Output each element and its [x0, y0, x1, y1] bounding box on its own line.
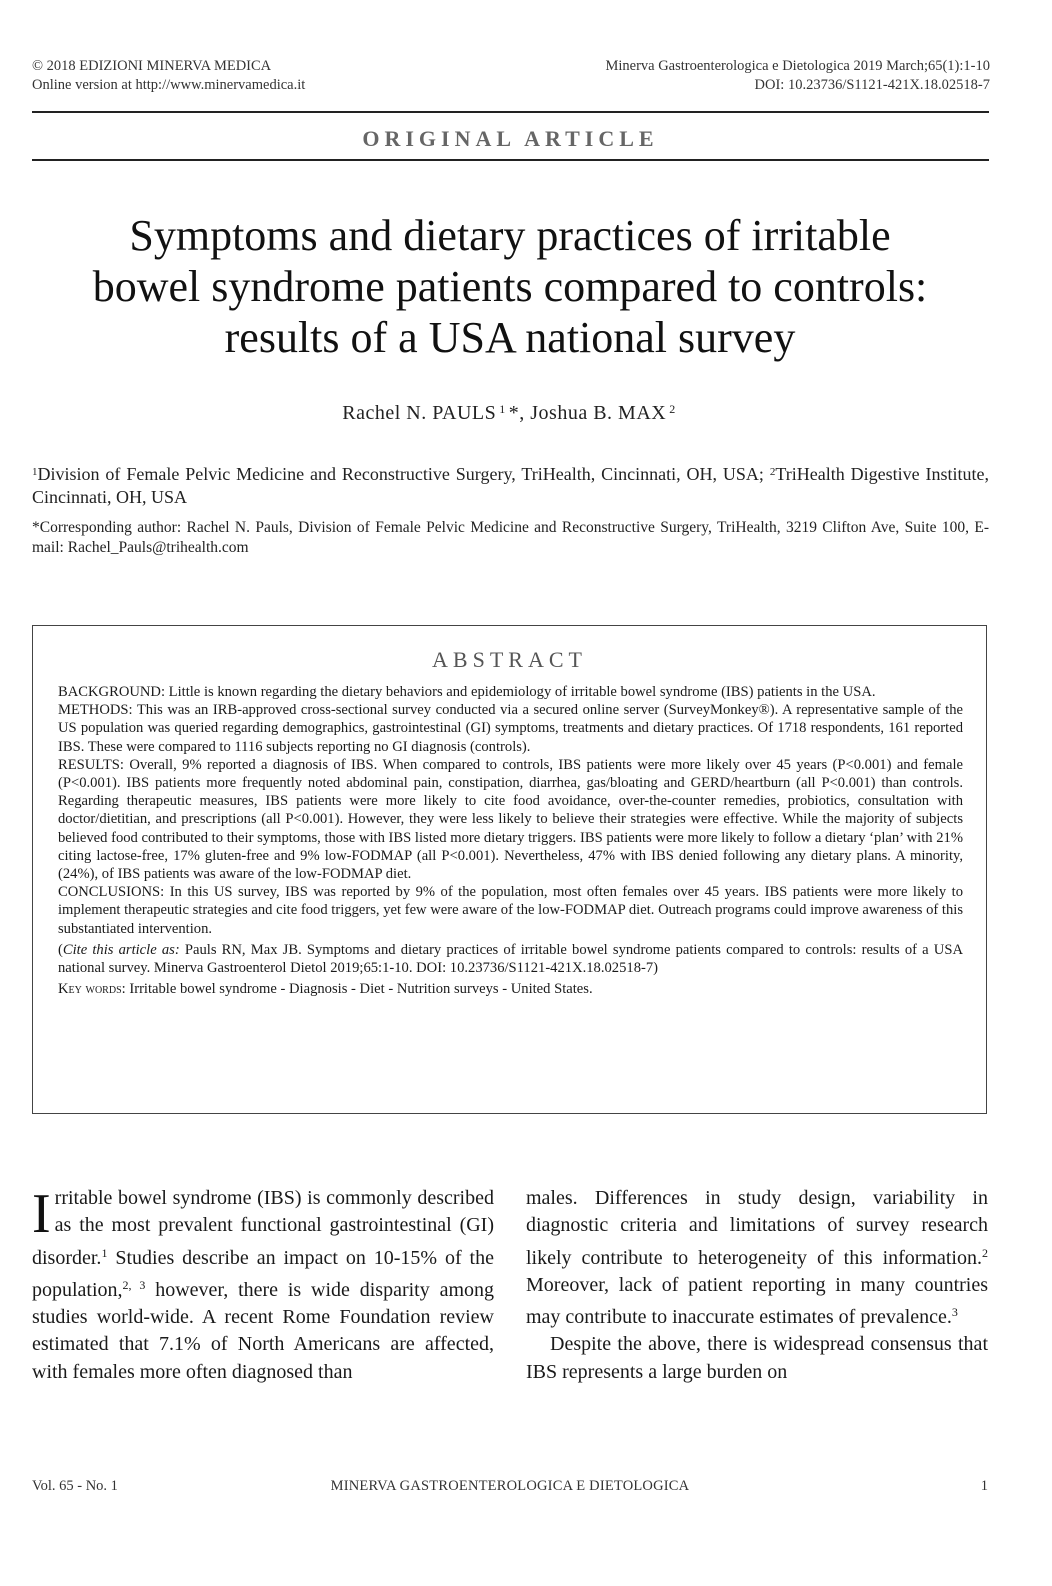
- reference-marker: 2, 3: [122, 1277, 146, 1292]
- author-2-affiliation: 2: [669, 402, 676, 416]
- reference-marker: 3: [951, 1305, 958, 1320]
- header-rule-bottom: [32, 159, 989, 161]
- intro-text-c: however, there is wide disparity among studies world-wide. A recent Rome Foundation review estimated that 7.1% of North Americans are affected, with females more often diagnosed than: [32, 1278, 494, 1383]
- keywords-text: Irritable bowel syndrome - Diagnosis - Diet - Nutrition surveys - United States.: [129, 981, 593, 998]
- title-line-2: bowel syndrome patients compared to controls:: [92, 262, 928, 311]
- intro-paragraph-2: Despite the above, there is widespread consensus that IBS represents a large burden on: [526, 1333, 988, 1383]
- footer-page-number: 1: [980, 1478, 988, 1494]
- keywords: [58, 980, 963, 998]
- header-right: [605, 57, 990, 95]
- affiliation-1: Division of Female Pelvic Medicine and Reconstructive Surgery, TriHealth, Cincinnati, OH, USA;: [37, 464, 764, 484]
- body-column-right: [526, 1185, 988, 1386]
- abstract-box: [32, 625, 987, 1114]
- intro-text-a: rritable bowel syndrome (IBS) is commonly described as the most prevalent functional gastrointestinal (GI) disorder.: [32, 1187, 494, 1269]
- online-version-line: Online version at http://www.minervamedica.it: [32, 77, 306, 93]
- cite-this-article: (Cite this article as: Pauls RN, Max JB. Symptoms and dietary practices of irritable bowel syndrome patients compared to controls: results of a USA national survey. Minerva Gastroenterol Dietol 2019;65:1-10. DOI: 10.23736/S1121-421X.18.02518-7): [58, 941, 963, 977]
- intro-paragraph-1: [32, 1185, 494, 1386]
- affiliations: [32, 461, 989, 509]
- footer-journal: MINERVA GASTROENTEROLOGICA E DIETOLOGICA: [330, 1478, 690, 1494]
- author-1: Rachel N. PAULS: [342, 402, 497, 424]
- copyright-line: © 2018 EDIZIONI MINERVA MEDICA: [32, 58, 272, 74]
- cite-label: Cite this article as:: [62, 941, 180, 958]
- footer-volume: Vol. 65 - No. 1: [32, 1478, 118, 1494]
- author-2: Joshua B. MAX: [530, 402, 667, 424]
- affiliation-2-marker: 2: [769, 466, 776, 478]
- abstract-methods: METHODS: This was an IRB-approved cross-sectional survey conducted via a secured online server (SurveyMonkey®). A representative sample of the US population was queried regarding demographics, gastrointestinal (GI) symptoms, treatments and dietary practices. Of 1718 respondents, 161 reported IBS. These were compared to 1116 subjects reporting no GI diagnosis (controls).: [58, 702, 963, 755]
- affiliation-2: TriHealth Digestive Institute, Cincinnati, OH, USA: [32, 464, 989, 507]
- article-title: [60, 210, 960, 363]
- corresponding-mark: *,: [508, 402, 525, 424]
- abstract-conclusions: CONCLUSIONS: In this US survey, IBS was reported by 9% of the population, most often females over 45 years. IBS patients were more likely to implement therapeutic strategies and cite food triggers, yet few were aware of the low-FODMAP diet. Outreach programs could improve awareness of this substantiated intervention.: [58, 884, 963, 937]
- body-column-left: [32, 1185, 494, 1386]
- abstract-body: [58, 683, 963, 998]
- abstract-background: BACKGROUND: Little is known regarding the dietary behaviors and epidemiology of irritable bowel syndrome (IBS) patients in the USA.: [58, 684, 876, 700]
- corresponding-author: *Corresponding author: Rachel N. Pauls, Division of Female Pelvic Medicine and Reconstructive Surgery, TriHealth, 3219 Clifton Ave, Suite 100, E-mail: Rachel_Pauls@trihealth.com: [32, 519, 989, 556]
- affiliation-1-marker: 1: [32, 466, 38, 478]
- header-left: [32, 57, 305, 95]
- header-rule-top: [32, 111, 989, 113]
- author-1-affiliation: 1: [499, 402, 506, 416]
- doi-line: DOI: 10.23736/S1121-421X.18.02518-7: [754, 77, 990, 93]
- intro-text-e: Moreover, lack of patient reporting in many countries may contribute to inaccurate estimates of prevalence.: [526, 1273, 988, 1329]
- drop-cap: I: [32, 1183, 51, 1245]
- reference-marker: 1: [101, 1245, 108, 1260]
- abstract-heading: ABSTRACT: [432, 647, 587, 672]
- reference-marker: 2: [982, 1245, 988, 1260]
- cite-text: Pauls RN, Max JB. Symptoms and dietary practices of irritable bowel syndrome patients compared to controls: results of a USA national survey. Minerva Gastroenterol Dietol 2019;65:1-10. DOI: 10.23736/S1121-421X.18.02518-7): [58, 941, 963, 977]
- abstract-results: RESULTS: Overall, 9% reported a diagnosis of IBS. When compared to controls, IBS patients were more likely over 45 years (P<0.001) and female (P<0.001). IBS patients more frequently noted abdominal pain, constipation, diarrhea, gas/bloating and GERD/heartburn (all P<0.001) than controls. Regarding therapeutic measures, IBS patients were more likely to cite food avoidance, over-the-counter remedies, probiotics, consultation with doctor/dietitian, and prescriptions (all P<0.001). However, they were less likely to believe their strategies were effective. While the majority of subjects believed food contributed to their symptoms, those with IBS listed more dietary triggers. IBS patients were more likely to follow a dietary ‘plan’ with 21% citing lactose-free, 17% gluten-free and 9% low-FODMAP (all P<0.001). Nevertheless, 47% with IBS denied following any dietary plans. A minority, (24%), of IBS patients was aware of the low-FODMAP diet.: [58, 756, 963, 883]
- title-line-1: Symptoms and dietary practices of irritable: [129, 211, 891, 260]
- intro-text-b: Studies describe an impact on 10-15% of the population,: [32, 1246, 494, 1301]
- keywords-label: Key words:: [58, 981, 126, 998]
- author-list: [32, 402, 989, 425]
- journal-citation-line: Minerva Gastroenterologica e Dietologica 2019 March;65(1):1-10: [605, 58, 990, 74]
- section-label: ORIGINAL ARTICLE: [362, 126, 659, 151]
- intro-text-d: males. Differences in study design, variability in diagnostic criteria and limitations of survey research likely contribute to heterogeneity of this information.: [526, 1187, 988, 1269]
- title-line-3: results of a USA national survey: [224, 313, 796, 362]
- intro-paragraph-1-cont: [526, 1185, 988, 1331]
